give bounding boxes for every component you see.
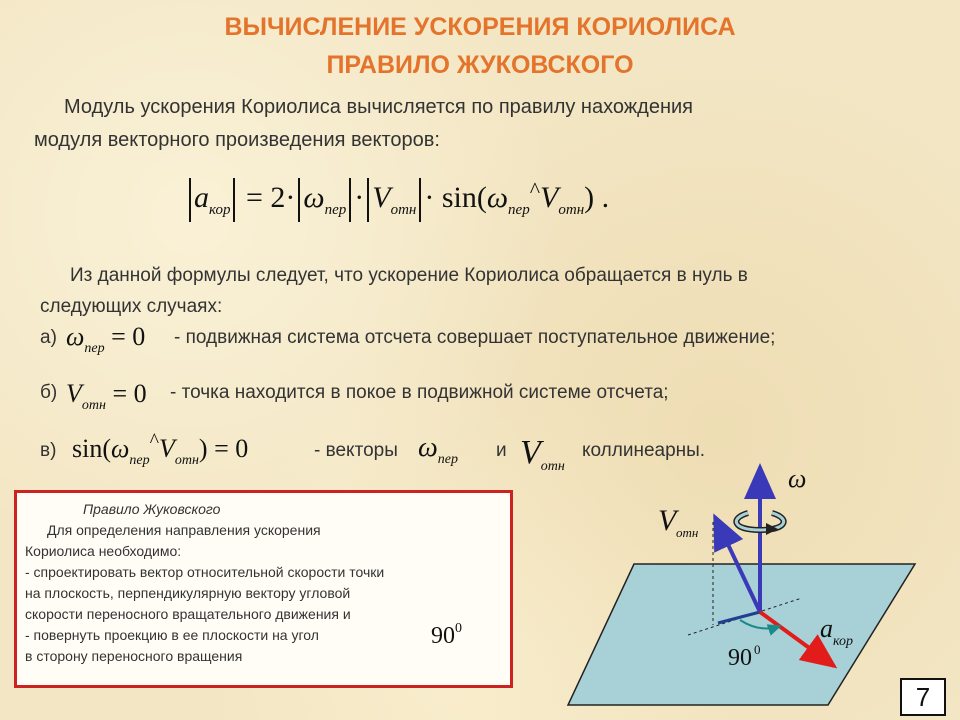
formula-v: V	[372, 181, 391, 214]
case-c-v: V	[158, 434, 175, 463]
formula-v2-sub: отн	[558, 202, 585, 218]
case-a-eq: = 0	[111, 322, 146, 351]
intro-line2: модуля векторного произведения векторов:	[34, 129, 440, 151]
formula-a: a	[194, 181, 209, 214]
rule-line: - повернуть проекцию в ее плоскости на угол	[25, 627, 319, 643]
formula-omega-sub: пер	[324, 202, 347, 218]
rule-line: в сторону переносного вращения	[25, 648, 243, 664]
v-sub-label: отн	[676, 525, 699, 540]
case-c-omega2: ω	[418, 432, 438, 463]
case-a-formula	[66, 322, 146, 356]
rule-line: Для определения направления ускорения	[47, 522, 321, 538]
abs-bar	[298, 178, 300, 222]
v-label: V	[658, 504, 677, 537]
case-c-omega2-sub: пер	[437, 452, 458, 467]
rule-angle-sup: 0	[455, 621, 462, 636]
case-c-end: ) = 0	[198, 434, 249, 463]
case-a-label: а)	[40, 327, 57, 348]
case-b-text: - точка находится в покое в подвижной системе отсчета;	[170, 382, 669, 403]
angle-sup-label: 0	[754, 642, 761, 657]
rule-line: - спроектировать вектор относительной скорости точки	[25, 564, 385, 580]
case-a-text: - подвижная система отсчета совершает поступательное движение;	[174, 327, 776, 348]
abs-bar	[349, 178, 351, 222]
abs-bar	[189, 178, 191, 222]
formula-eq2: = 2·	[245, 181, 296, 214]
case-c-formula	[72, 430, 249, 468]
cases-intro-line2: следующих случаях:	[40, 296, 223, 317]
case-b-formula	[66, 379, 147, 413]
case-b-eq: = 0	[112, 379, 147, 408]
page-title-line2: ПРАВИЛО ЖУКОВСКОГО	[326, 51, 634, 79]
abs-bar	[367, 178, 369, 222]
rule-angle	[431, 621, 462, 651]
case-c-text1: - векторы	[314, 440, 398, 461]
formula-sin: · sin(	[424, 181, 487, 214]
abs-bar	[233, 178, 235, 222]
case-c-text2: и	[496, 440, 507, 461]
case-c-caret: ^	[149, 430, 159, 452]
rule-heading: Правило Жуковского	[83, 501, 221, 517]
cases-intro-line1: Из данной формулы следует, что ускорение Кориолиса обращается в нуль в	[70, 265, 748, 286]
case-a-omega: ω	[66, 322, 85, 351]
case-c-v2: V	[520, 434, 541, 471]
formula-v-sub: отн	[390, 202, 417, 218]
a-label: a	[820, 614, 833, 643]
case-c-text3: коллинеарны.	[582, 440, 706, 461]
formula-a-sub: кор	[209, 202, 231, 218]
plane	[568, 564, 915, 705]
rule-angle-value: 90	[431, 623, 455, 649]
formula-omega2-sub: пер	[508, 202, 530, 218]
a-sub-label: кор	[833, 634, 854, 649]
rule-line: Кориолиса необходимо:	[25, 543, 182, 559]
page-number: 7	[900, 678, 946, 716]
formula-caret: ^	[529, 177, 541, 202]
case-c-omega-sub: пер	[129, 453, 150, 468]
formula-dot: ·	[354, 181, 365, 214]
rotation-arrow-head-icon	[766, 523, 778, 535]
abs-bar	[419, 178, 421, 222]
rule-line: скорости переносного вращательного движения и	[25, 606, 351, 622]
coriolis-formula	[186, 176, 609, 225]
formula-omega2: ω	[486, 181, 509, 214]
angle-label: 90	[728, 645, 752, 671]
case-c-omega: ω	[111, 434, 130, 463]
case-c-sin: sin(	[72, 434, 111, 463]
page-title-line1: ВЫЧИСЛЕНИЕ УСКОРЕНИЯ КОРИОЛИСА	[224, 13, 736, 41]
case-c-omega-vector	[418, 432, 458, 467]
formula-close: ) .	[584, 181, 610, 214]
case-b-v: V	[66, 379, 82, 408]
intro-line1: Модуль ускорения Кориолиса вычисляется по правилу нахождения	[64, 96, 693, 118]
case-c-label: в)	[40, 440, 57, 461]
case-b-v-sub: отн	[81, 398, 106, 413]
case-a-omega-sub: пер	[84, 341, 105, 356]
case-b-label: б)	[40, 382, 58, 403]
formula-omega: ω	[303, 181, 325, 214]
zhukovsky-rule-box	[14, 490, 513, 688]
omega-label: ω	[788, 464, 807, 493]
case-c-v-sub: отн	[174, 453, 199, 468]
formula-v2: V	[540, 181, 559, 214]
rule-line: на плоскость, перпендикулярную вектору угловой	[25, 585, 351, 601]
case-c-v2-sub: отн	[540, 459, 565, 474]
coriolis-diagram	[540, 455, 960, 720]
